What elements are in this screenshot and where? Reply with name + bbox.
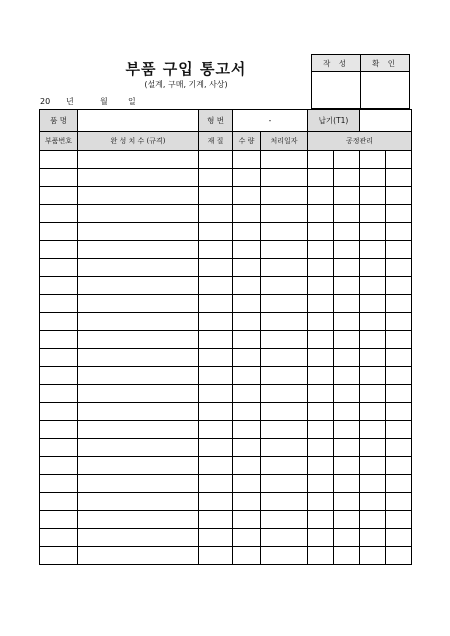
col-finished-size: 완 성 치 수 (규격) bbox=[78, 132, 199, 151]
table-row bbox=[40, 223, 412, 241]
table-cell[interactable] bbox=[199, 547, 233, 565]
table-cell[interactable] bbox=[199, 385, 233, 403]
table-cell[interactable] bbox=[40, 403, 78, 421]
table-cell[interactable] bbox=[308, 187, 334, 205]
table-cell[interactable] bbox=[334, 439, 360, 457]
table-cell[interactable] bbox=[40, 331, 78, 349]
table-cell[interactable] bbox=[334, 187, 360, 205]
table-cell[interactable] bbox=[78, 313, 199, 331]
table-cell[interactable] bbox=[308, 331, 334, 349]
table-cell[interactable] bbox=[233, 367, 261, 385]
table-cell[interactable] bbox=[233, 241, 261, 259]
table-cell[interactable] bbox=[233, 511, 261, 529]
table-row bbox=[40, 439, 412, 457]
table-cell[interactable] bbox=[386, 439, 412, 457]
table-cell[interactable] bbox=[233, 205, 261, 223]
table-cell[interactable] bbox=[78, 331, 199, 349]
table-cell[interactable] bbox=[334, 169, 360, 187]
table-cell[interactable] bbox=[386, 277, 412, 295]
info-row bbox=[40, 110, 412, 132]
table-row bbox=[40, 511, 412, 529]
table-cell[interactable] bbox=[40, 511, 78, 529]
table-row bbox=[40, 313, 412, 331]
table-cell[interactable] bbox=[78, 547, 199, 565]
table-cell[interactable] bbox=[78, 493, 199, 511]
table-cell[interactable] bbox=[40, 187, 78, 205]
table-cell[interactable] bbox=[40, 421, 78, 439]
table-cell[interactable] bbox=[261, 493, 308, 511]
table-cell[interactable] bbox=[199, 421, 233, 439]
table-cell[interactable] bbox=[233, 151, 261, 169]
table-cell[interactable] bbox=[334, 475, 360, 493]
table-cell[interactable] bbox=[334, 313, 360, 331]
table-row bbox=[40, 403, 412, 421]
table-row bbox=[40, 277, 412, 295]
table-cell[interactable] bbox=[308, 259, 334, 277]
table-row bbox=[40, 169, 412, 187]
col-process-date: 처리일자 bbox=[261, 132, 308, 151]
table-row bbox=[40, 205, 412, 223]
table-cell[interactable] bbox=[360, 331, 386, 349]
table-cell[interactable] bbox=[78, 295, 199, 313]
table-cell[interactable] bbox=[233, 403, 261, 421]
table-row bbox=[40, 295, 412, 313]
table-cell[interactable] bbox=[40, 385, 78, 403]
table-cell[interactable] bbox=[308, 475, 334, 493]
table-cell[interactable] bbox=[308, 439, 334, 457]
table-cell[interactable] bbox=[334, 511, 360, 529]
table-row bbox=[40, 151, 412, 169]
table-cell[interactable] bbox=[261, 313, 308, 331]
table-cell[interactable] bbox=[308, 223, 334, 241]
table-cell[interactable] bbox=[233, 475, 261, 493]
table-cell[interactable] bbox=[40, 205, 78, 223]
table-cell[interactable] bbox=[261, 259, 308, 277]
table-cell[interactable] bbox=[40, 241, 78, 259]
table-cell[interactable] bbox=[199, 169, 233, 187]
table-cell[interactable] bbox=[78, 259, 199, 277]
table-cell[interactable] bbox=[360, 529, 386, 547]
table-cell[interactable] bbox=[386, 493, 412, 511]
table-cell[interactable] bbox=[360, 385, 386, 403]
table-cell[interactable] bbox=[386, 223, 412, 241]
document-title: 부품 구입 통고서 bbox=[125, 60, 247, 78]
table-cell[interactable] bbox=[40, 313, 78, 331]
table-cell[interactable] bbox=[261, 457, 308, 475]
table-cell[interactable] bbox=[386, 547, 412, 565]
table-cell[interactable] bbox=[308, 241, 334, 259]
table-cell[interactable] bbox=[360, 475, 386, 493]
table-row bbox=[40, 493, 412, 511]
column-header-row bbox=[40, 132, 412, 151]
table-cell[interactable] bbox=[334, 349, 360, 367]
table-cell[interactable] bbox=[233, 331, 261, 349]
table-cell[interactable] bbox=[308, 457, 334, 475]
table-row bbox=[40, 547, 412, 565]
table-cell[interactable] bbox=[360, 259, 386, 277]
table-cell[interactable] bbox=[199, 349, 233, 367]
approval-written-label: 작 성 bbox=[312, 55, 361, 72]
table-row bbox=[40, 421, 412, 439]
table-cell[interactable] bbox=[334, 277, 360, 295]
table-cell[interactable] bbox=[386, 529, 412, 547]
table-cell[interactable] bbox=[78, 349, 199, 367]
table-cell[interactable] bbox=[334, 421, 360, 439]
table-cell[interactable] bbox=[199, 205, 233, 223]
table-cell[interactable] bbox=[360, 493, 386, 511]
table-cell[interactable] bbox=[308, 385, 334, 403]
table-cell[interactable] bbox=[40, 259, 78, 277]
table-cell[interactable] bbox=[334, 457, 360, 475]
table-cell[interactable] bbox=[386, 349, 412, 367]
table-cell[interactable] bbox=[40, 493, 78, 511]
table-cell[interactable] bbox=[360, 187, 386, 205]
table-cell[interactable] bbox=[360, 367, 386, 385]
table-cell[interactable] bbox=[386, 511, 412, 529]
table-cell[interactable] bbox=[334, 331, 360, 349]
table-cell[interactable] bbox=[199, 151, 233, 169]
table-cell[interactable] bbox=[233, 421, 261, 439]
table-cell[interactable] bbox=[233, 187, 261, 205]
table-cell[interactable] bbox=[233, 385, 261, 403]
table-cell[interactable] bbox=[233, 259, 261, 277]
date-year-label: 년 bbox=[66, 97, 74, 106]
table-cell[interactable] bbox=[386, 313, 412, 331]
table-cell[interactable] bbox=[360, 403, 386, 421]
table-cell[interactable] bbox=[261, 277, 308, 295]
table-cell[interactable] bbox=[78, 241, 199, 259]
model-no-field[interactable]: - bbox=[233, 110, 308, 132]
table-cell[interactable] bbox=[40, 439, 78, 457]
table-cell[interactable] bbox=[199, 403, 233, 421]
table-row bbox=[40, 331, 412, 349]
parts-table bbox=[39, 109, 412, 565]
table-cell[interactable] bbox=[261, 349, 308, 367]
table-row bbox=[40, 187, 412, 205]
table-cell[interactable] bbox=[233, 349, 261, 367]
table-cell[interactable] bbox=[386, 403, 412, 421]
col-process-mgmt: 공정관리 bbox=[308, 132, 412, 151]
table-cell[interactable] bbox=[308, 421, 334, 439]
table-cell[interactable] bbox=[40, 457, 78, 475]
table-cell[interactable] bbox=[40, 547, 78, 565]
table-cell[interactable] bbox=[199, 439, 233, 457]
table-cell[interactable] bbox=[199, 187, 233, 205]
table-cell[interactable] bbox=[308, 547, 334, 565]
table-cell[interactable] bbox=[78, 403, 199, 421]
item-name-label: 품 명 bbox=[40, 110, 78, 132]
table-cell[interactable] bbox=[78, 511, 199, 529]
table-cell[interactable] bbox=[233, 529, 261, 547]
table-cell[interactable] bbox=[386, 457, 412, 475]
table-cell[interactable] bbox=[261, 529, 308, 547]
table-cell[interactable] bbox=[360, 439, 386, 457]
table-cell[interactable] bbox=[40, 529, 78, 547]
table-row bbox=[40, 367, 412, 385]
table-cell[interactable] bbox=[40, 295, 78, 313]
table-cell[interactable] bbox=[199, 475, 233, 493]
table-cell[interactable] bbox=[199, 313, 233, 331]
table-cell[interactable] bbox=[308, 493, 334, 511]
table-cell[interactable] bbox=[386, 187, 412, 205]
table-cell[interactable] bbox=[308, 295, 334, 313]
model-no-label: 형 번 bbox=[199, 110, 233, 132]
table-cell[interactable] bbox=[360, 547, 386, 565]
approval-confirm-sign-cell[interactable] bbox=[361, 72, 410, 109]
table-cell[interactable] bbox=[261, 151, 308, 169]
table-cell[interactable] bbox=[334, 385, 360, 403]
table-cell[interactable] bbox=[386, 205, 412, 223]
table-cell[interactable] bbox=[233, 493, 261, 511]
table-cell[interactable] bbox=[360, 277, 386, 295]
table-cell[interactable] bbox=[261, 331, 308, 349]
table-cell[interactable] bbox=[261, 511, 308, 529]
table-cell[interactable] bbox=[261, 169, 308, 187]
table-cell[interactable] bbox=[308, 277, 334, 295]
table-cell[interactable] bbox=[233, 439, 261, 457]
table-cell[interactable] bbox=[40, 151, 78, 169]
table-cell[interactable] bbox=[334, 403, 360, 421]
table-cell[interactable] bbox=[261, 187, 308, 205]
table-cell[interactable] bbox=[360, 151, 386, 169]
table-cell[interactable] bbox=[360, 169, 386, 187]
approval-box bbox=[311, 54, 410, 109]
table-cell[interactable] bbox=[334, 205, 360, 223]
table-cell[interactable] bbox=[199, 529, 233, 547]
table-cell[interactable] bbox=[308, 511, 334, 529]
col-quantity: 수 량 bbox=[233, 132, 261, 151]
table-cell[interactable] bbox=[233, 295, 261, 313]
item-name-field[interactable] bbox=[78, 110, 199, 132]
col-part-no: 부품번호 bbox=[40, 132, 78, 151]
table-cell[interactable] bbox=[386, 385, 412, 403]
table-row bbox=[40, 259, 412, 277]
table-cell[interactable] bbox=[308, 151, 334, 169]
col-material: 재 질 bbox=[199, 132, 233, 151]
table-cell[interactable] bbox=[233, 277, 261, 295]
table-cell[interactable] bbox=[386, 241, 412, 259]
table-cell[interactable] bbox=[261, 367, 308, 385]
table-cell[interactable] bbox=[308, 529, 334, 547]
table-cell[interactable] bbox=[78, 439, 199, 457]
table-row bbox=[40, 475, 412, 493]
table-cell[interactable] bbox=[308, 349, 334, 367]
table-cell[interactable] bbox=[78, 529, 199, 547]
table-cell[interactable] bbox=[199, 511, 233, 529]
table-cell[interactable] bbox=[360, 295, 386, 313]
table-cell[interactable] bbox=[334, 259, 360, 277]
table-cell[interactable] bbox=[261, 385, 308, 403]
table-cell[interactable] bbox=[261, 547, 308, 565]
table-cell[interactable] bbox=[334, 493, 360, 511]
table-cell[interactable] bbox=[40, 367, 78, 385]
table-cell[interactable] bbox=[334, 529, 360, 547]
table-cell[interactable] bbox=[261, 223, 308, 241]
table-cell[interactable] bbox=[386, 259, 412, 277]
table-cell[interactable] bbox=[386, 475, 412, 493]
table-cell[interactable] bbox=[78, 169, 199, 187]
delivery-label: 납기(T1) bbox=[308, 110, 360, 132]
table-cell[interactable] bbox=[78, 475, 199, 493]
table-row bbox=[40, 385, 412, 403]
table-cell[interactable] bbox=[360, 457, 386, 475]
table-cell[interactable] bbox=[40, 349, 78, 367]
table-cell[interactable] bbox=[78, 151, 199, 169]
table-cell[interactable] bbox=[360, 241, 386, 259]
table-cell[interactable] bbox=[360, 349, 386, 367]
table-cell[interactable] bbox=[386, 151, 412, 169]
table-cell[interactable] bbox=[233, 457, 261, 475]
table-cell[interactable] bbox=[308, 367, 334, 385]
table-cell[interactable] bbox=[261, 403, 308, 421]
table-cell[interactable] bbox=[78, 187, 199, 205]
table-cell[interactable] bbox=[386, 331, 412, 349]
table-cell[interactable] bbox=[334, 151, 360, 169]
table-cell[interactable] bbox=[78, 277, 199, 295]
table-cell[interactable] bbox=[308, 313, 334, 331]
table-cell[interactable] bbox=[199, 241, 233, 259]
table-cell[interactable] bbox=[199, 277, 233, 295]
table-cell[interactable] bbox=[360, 511, 386, 529]
table-cell[interactable] bbox=[78, 421, 199, 439]
table-cell[interactable] bbox=[40, 277, 78, 295]
table-cell[interactable] bbox=[334, 547, 360, 565]
table-cell[interactable] bbox=[233, 169, 261, 187]
table-cell[interactable] bbox=[334, 295, 360, 313]
table-cell[interactable] bbox=[360, 313, 386, 331]
table-cell[interactable] bbox=[78, 367, 199, 385]
table-cell[interactable] bbox=[199, 295, 233, 313]
table-cell[interactable] bbox=[233, 547, 261, 565]
table-cell[interactable] bbox=[40, 223, 78, 241]
table-cell[interactable] bbox=[360, 421, 386, 439]
table-cell[interactable] bbox=[386, 169, 412, 187]
table-cell[interactable] bbox=[308, 403, 334, 421]
table-cell[interactable] bbox=[78, 223, 199, 241]
date-year-prefix: 20 bbox=[40, 97, 51, 106]
table-cell[interactable] bbox=[308, 205, 334, 223]
table-cell[interactable] bbox=[199, 259, 233, 277]
table-cell[interactable] bbox=[199, 367, 233, 385]
table-cell[interactable] bbox=[78, 385, 199, 403]
table-row bbox=[40, 241, 412, 259]
table-cell[interactable] bbox=[261, 241, 308, 259]
table-cell[interactable] bbox=[78, 457, 199, 475]
table-cell[interactable] bbox=[261, 295, 308, 313]
delivery-field[interactable] bbox=[360, 110, 412, 132]
table-cell[interactable] bbox=[261, 205, 308, 223]
approval-written-sign-cell[interactable] bbox=[312, 72, 361, 109]
table-cell[interactable] bbox=[386, 421, 412, 439]
approval-confirm-label: 확 인 bbox=[361, 55, 410, 72]
table-cell[interactable] bbox=[386, 295, 412, 313]
table-cell[interactable] bbox=[261, 439, 308, 457]
table-cell[interactable] bbox=[233, 223, 261, 241]
table-cell[interactable] bbox=[334, 367, 360, 385]
table-row bbox=[40, 529, 412, 547]
table-cell[interactable] bbox=[199, 223, 233, 241]
date-line bbox=[40, 96, 136, 107]
table-cell[interactable] bbox=[360, 223, 386, 241]
date-month-label: 월 bbox=[100, 97, 108, 106]
table-cell[interactable] bbox=[360, 205, 386, 223]
table-row bbox=[40, 457, 412, 475]
table-cell[interactable] bbox=[78, 205, 199, 223]
table-cell[interactable] bbox=[40, 475, 78, 493]
table-cell[interactable] bbox=[334, 241, 360, 259]
table-cell[interactable] bbox=[233, 313, 261, 331]
table-row bbox=[40, 349, 412, 367]
table-cell[interactable] bbox=[199, 493, 233, 511]
table-cell[interactable] bbox=[334, 223, 360, 241]
table-cell[interactable] bbox=[386, 367, 412, 385]
date-day-label: 일 bbox=[128, 97, 136, 106]
table-cell[interactable] bbox=[199, 457, 233, 475]
table-cell[interactable] bbox=[261, 421, 308, 439]
table-cell[interactable] bbox=[40, 169, 78, 187]
table-cell[interactable] bbox=[199, 331, 233, 349]
table-cell[interactable] bbox=[261, 475, 308, 493]
document-subtitle: (설계, 구매, 기계, 사상) bbox=[144, 80, 228, 89]
table-cell[interactable] bbox=[308, 169, 334, 187]
